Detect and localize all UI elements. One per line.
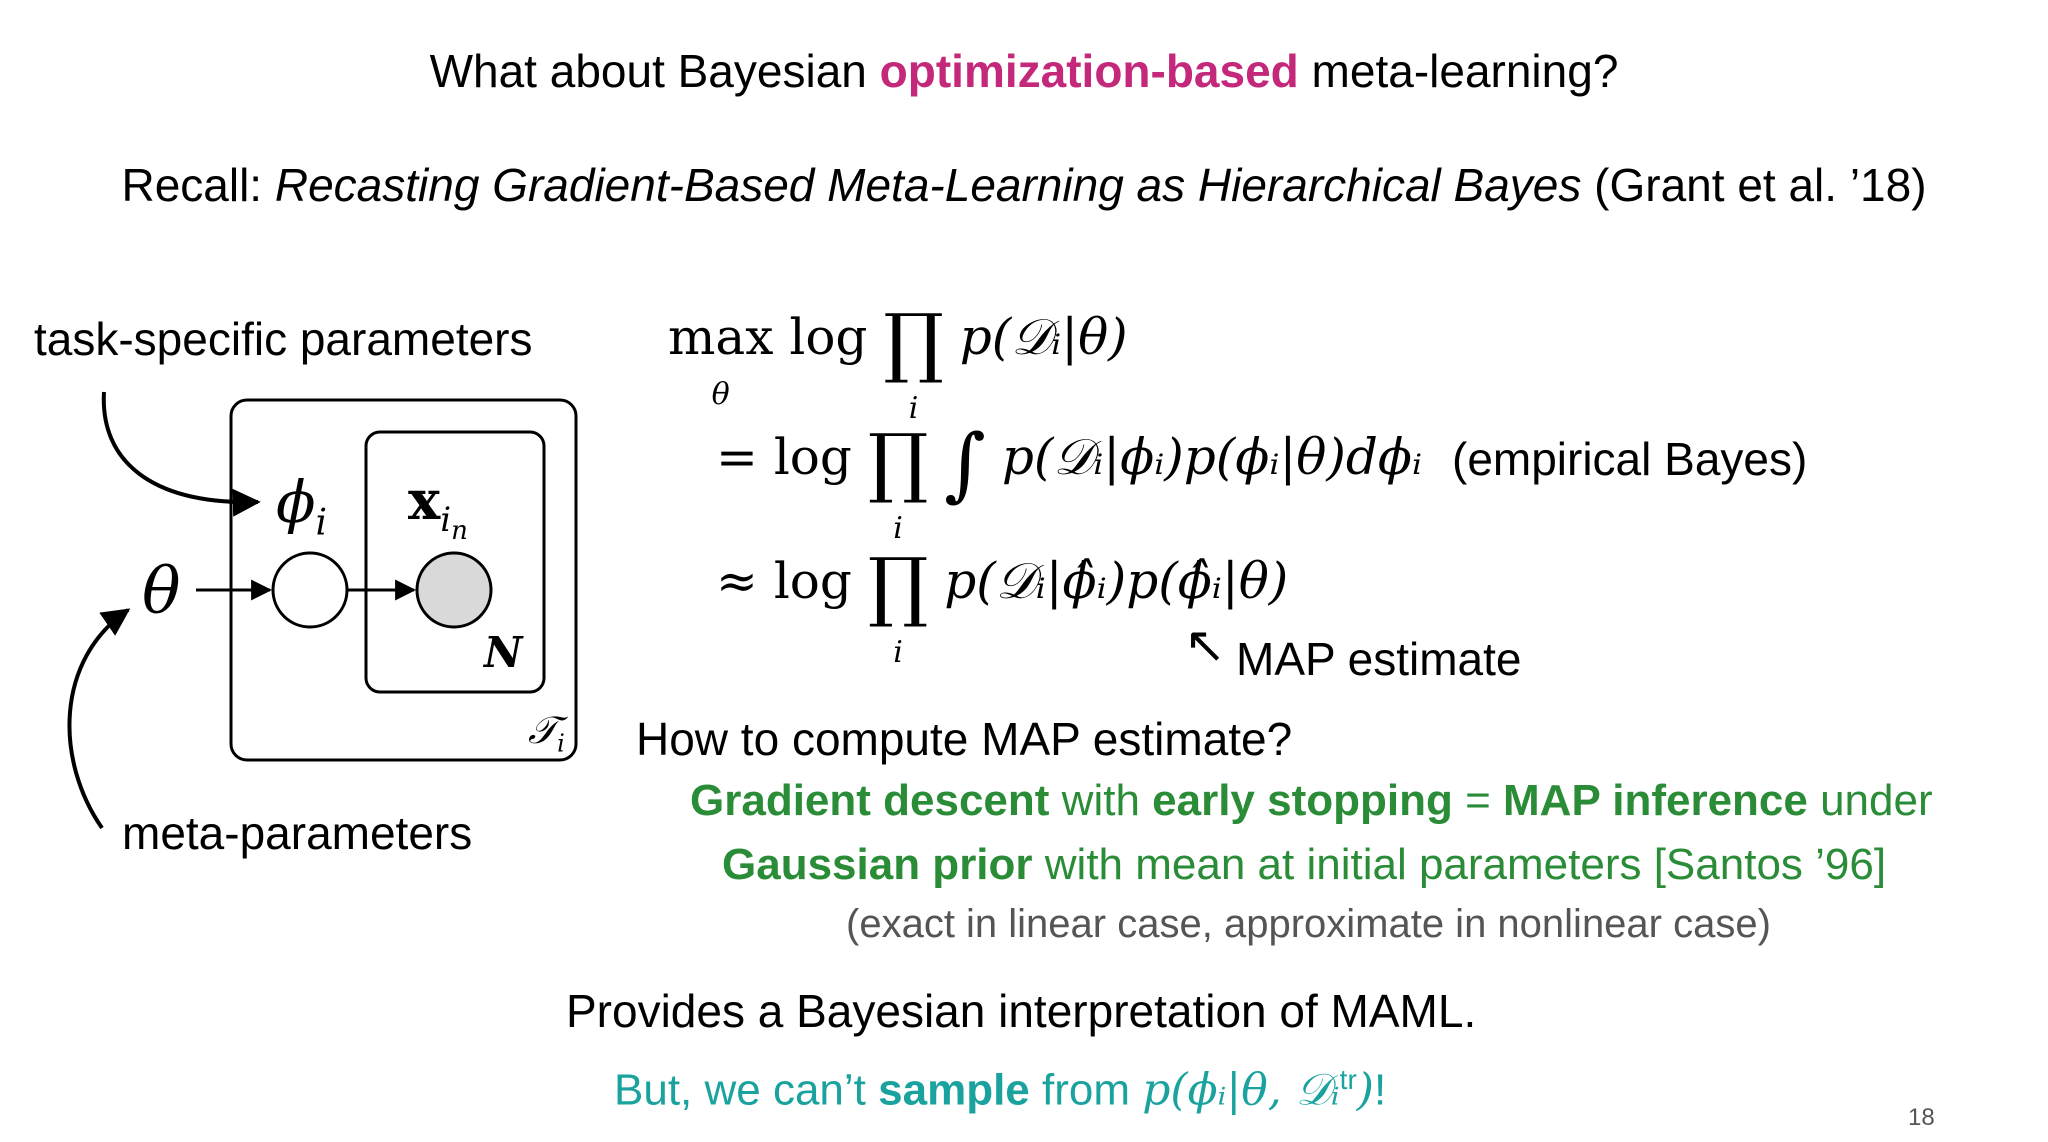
recall-paper-title: Recasting Gradient-Based Meta-Learning as Hierarchical Bayes xyxy=(274,159,1582,211)
caveat-text: But, we can’t sample from p(ϕᵢ|θ, 𝒟ᵢ$^{tr}$)! xyxy=(614,1064,1387,1116)
answer-line-3: (exact in linear case, approximate in nonlinear case) xyxy=(846,902,1771,946)
title-post: meta-learning? xyxy=(1298,45,1619,97)
recall-citation: (Grant et al. ’18) xyxy=(1594,159,1927,211)
question-text: How to compute MAP estimate? xyxy=(636,713,1293,765)
theta-symbol: θ xyxy=(142,555,181,629)
x-node xyxy=(417,553,491,627)
equation-line-1: max θ log ∏ i p(𝒟ᵢ|θ) xyxy=(668,297,1128,426)
meta-parameters-label: meta-parameters xyxy=(122,807,473,859)
map-estimate-label: MAP estimate xyxy=(1236,633,1522,685)
title-pre: What about Bayesian xyxy=(429,45,880,97)
equation-line-3: ≈ log ∏ i p(𝒟ᵢ|ϕ̂ᵢ)p(ϕ̂ᵢ|θ) xyxy=(716,541,1289,670)
conclusion-text: Provides a Bayesian interpretation of MAML. xyxy=(566,985,1477,1037)
task-specific-label: task-specific parameters xyxy=(34,313,533,365)
answer-line-2: Gaussian prior with mean at initial parameters [Santos ’96] xyxy=(722,840,1887,889)
answer-line-1: Gradient descent with early stopping = MAP inference under xyxy=(690,776,1933,825)
map-arrow-icon: ↖ xyxy=(1184,617,1226,673)
title-highlight: optimization-based xyxy=(879,45,1299,97)
meta-arrow xyxy=(69,610,128,828)
recall-label: Recall: xyxy=(121,159,263,211)
phi-symbol: $\phi_i$ xyxy=(276,468,328,544)
empirical-bayes-note: (empirical Bayes) xyxy=(1452,433,1808,485)
plate-n-label: N xyxy=(484,628,523,677)
task-arrow xyxy=(104,392,258,502)
x-symbol: $x_{i_n}$ xyxy=(408,468,468,546)
equation-line-2: = log ∏ i ∫ p(𝒟ᵢ|ϕᵢ)p(ϕᵢ|θ)dϕᵢ xyxy=(716,417,1423,546)
page-number: 18 xyxy=(1908,1104,1935,1131)
plate-t-label: 𝒯$_i$ xyxy=(528,708,565,758)
phi-node xyxy=(273,553,347,627)
